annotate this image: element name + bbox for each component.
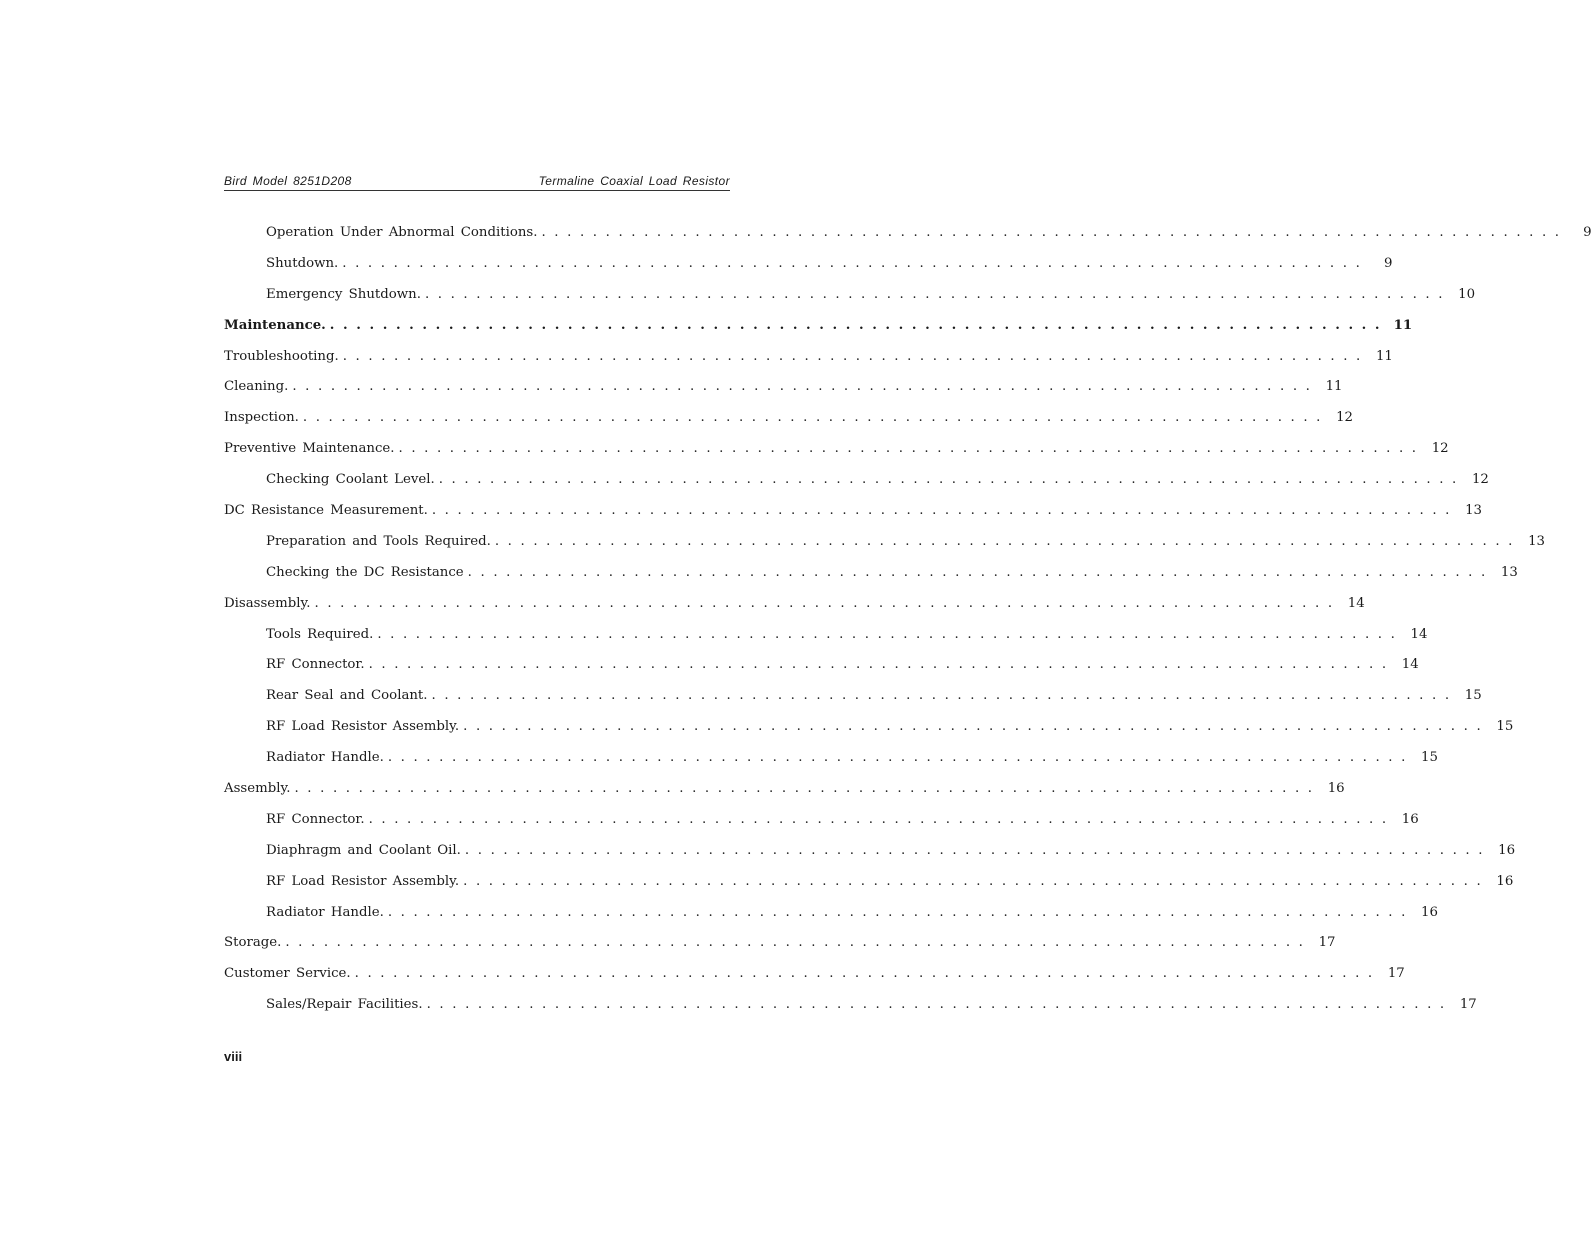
toc-dot-leader: ................................................................................ — [494, 533, 1521, 549]
toc-entry[interactable] — [224, 872, 1514, 903]
toc-entry[interactable] — [224, 408, 1354, 439]
toc-dot-leader: ................................................................................ — [431, 688, 1458, 704]
toc-dot-leader: ................................................................................ — [292, 379, 1319, 395]
toc-entry[interactable] — [224, 810, 1419, 841]
toc-entry-title: Tools Required. — [266, 625, 377, 645]
toc-entry-page: 16 — [1491, 841, 1515, 861]
toc-entry-page: 11 — [1369, 347, 1393, 367]
toc-dot-leader: ................................................................................ — [302, 410, 1330, 426]
toc-entry-title: Radiator Handle. — [266, 903, 388, 923]
toc-entry[interactable] — [224, 470, 1489, 501]
toc-entry[interactable] — [224, 748, 1438, 779]
toc-entry-title: Preventive Maintenance. — [224, 439, 399, 459]
toc-entry-page: 17 — [1453, 995, 1477, 1015]
toc-entry-title: Customer Service. — [224, 964, 355, 984]
header-product-model: Bird Model 8251D208 — [224, 174, 352, 188]
toc-entry-page: 13 — [1521, 532, 1545, 552]
toc-dot-leader: ................................................................................ — [342, 255, 1369, 271]
toc-dot-leader: ................................................................................ — [354, 966, 1381, 982]
toc-entry[interactable] — [224, 223, 1592, 254]
toc-entry-title: RF Connector. — [266, 810, 369, 830]
toc-entry-page: 16 — [1395, 810, 1419, 830]
toc-entry[interactable] — [224, 655, 1419, 686]
toc-entry-title: Checking Coolant Level. — [266, 470, 439, 490]
toc-entry[interactable] — [224, 779, 1345, 810]
toc-entry-title: Checking the DC Resistance — [266, 563, 468, 583]
toc-entry[interactable] — [224, 903, 1438, 934]
toc-entry[interactable] — [224, 625, 1428, 656]
toc-dot-leader: ................................................................................ — [368, 657, 1395, 673]
toc-dot-leader: ................................................................................ — [387, 750, 1414, 766]
toc-entry-page: 10 — [1451, 285, 1475, 305]
toc-entry[interactable] — [224, 995, 1477, 1026]
toc-entry-title: Inspection. — [224, 408, 303, 428]
toc-dot-leader: ................................................................................ — [463, 873, 1490, 889]
toc-entry[interactable] — [224, 594, 1365, 625]
toc-entry-title: DC Resistance Measurement. — [224, 501, 432, 521]
toc-entry-page: 15 — [1414, 748, 1438, 768]
toc-entry-page: 12 — [1329, 408, 1353, 428]
toc-dot-leader: ................................................................................ — [329, 317, 1389, 333]
toc-entry[interactable] — [224, 439, 1449, 470]
toc-dot-leader: ................................................................................ — [398, 441, 1425, 457]
table-of-contents — [224, 223, 1592, 1026]
toc-entry-page: 15 — [1458, 686, 1482, 706]
toc-entry-title: Preparation and Tools Required. — [266, 532, 495, 552]
toc-entry-title: Cleaning. — [224, 377, 292, 397]
toc-entry-page: 13 — [1494, 563, 1518, 583]
toc-entry-title: Troubleshooting. — [224, 347, 343, 367]
toc-entry-page: 12 — [1425, 439, 1449, 459]
toc-entry-page: 12 — [1465, 470, 1489, 490]
toc-entry[interactable] — [224, 841, 1516, 872]
toc-entry-page: 11 — [1318, 377, 1342, 397]
toc-dot-leader: ................................................................................ — [463, 719, 1490, 735]
toc-entry-title: Maintenance. — [224, 316, 330, 336]
toc-entry-page: 16 — [1321, 779, 1345, 799]
toc-entry[interactable] — [224, 532, 1545, 563]
toc-entry-title: Radiator Handle. — [266, 748, 388, 768]
toc-entry-page: 13 — [1458, 501, 1482, 521]
toc-entry[interactable] — [224, 964, 1405, 995]
toc-entry-title: Storage. — [224, 933, 285, 953]
toc-entry-page: 9 — [1568, 223, 1592, 243]
toc-dot-leader: ................................................................................ — [541, 225, 1568, 240]
toc-dot-leader: ................................................................................ — [314, 595, 1341, 611]
toc-entry-page: 11 — [1388, 316, 1412, 336]
toc-dot-leader: ................................................................................ — [467, 564, 1494, 580]
toc-entry-title: Rear Seal and Coolant. — [266, 686, 432, 706]
toc-entry-page: 14 — [1395, 655, 1419, 675]
toc-dot-leader: ................................................................................ — [387, 904, 1414, 920]
toc-dot-leader: ................................................................................ — [368, 811, 1395, 827]
toc-entry-page: 16 — [1414, 903, 1438, 923]
toc-entry-page: 16 — [1489, 872, 1513, 892]
toc-dot-leader: ................................................................................ — [464, 842, 1492, 858]
toc-entry-page: 15 — [1489, 717, 1513, 737]
toc-entry[interactable] — [224, 316, 1413, 347]
toc-entry[interactable] — [224, 717, 1514, 748]
toc-dot-leader: ................................................................................ — [438, 472, 1465, 488]
toc-entry-title: Assembly. — [224, 779, 294, 799]
toc-entry[interactable] — [224, 377, 1343, 408]
toc-entry-page: 17 — [1312, 933, 1336, 953]
toc-dot-leader: ................................................................................ — [342, 348, 1369, 364]
toc-entry-title: Operation Under Abnormal Conditions. — [266, 223, 541, 243]
toc-entry-title: Disassembly. — [224, 594, 315, 614]
toc-entry-title: Sales/Repair Facilities. — [266, 995, 427, 1015]
toc-entry-title: Diaphragm and Coolant Oil. — [266, 841, 465, 861]
running-header — [224, 174, 730, 191]
toc-entry-title: RF Load Resistor Assembly. — [266, 872, 463, 892]
toc-entry[interactable] — [224, 254, 1393, 285]
toc-entry[interactable] — [224, 686, 1482, 717]
toc-entry-page: 17 — [1381, 964, 1405, 984]
toc-dot-leader: ................................................................................ — [426, 997, 1453, 1013]
toc-entry[interactable] — [224, 347, 1393, 378]
toc-entry-title: RF Load Resistor Assembly. — [266, 717, 463, 737]
toc-entry[interactable] — [224, 933, 1336, 964]
toc-entry-page: 9 — [1368, 254, 1392, 274]
header-document-title: Termaline Coaxial Load Resistor — [538, 174, 730, 188]
toc-entry-page: 14 — [1341, 594, 1365, 614]
toc-entry[interactable] — [224, 501, 1482, 532]
toc-dot-leader: ................................................................................ — [294, 781, 1321, 797]
toc-dot-leader: ................................................................................ — [377, 626, 1404, 642]
toc-dot-leader: ................................................................................ — [431, 503, 1458, 519]
toc-entry-title: Shutdown. — [266, 254, 342, 274]
toc-dot-leader: ................................................................................ — [424, 286, 1452, 302]
toc-entry[interactable] — [224, 563, 1518, 594]
toc-entry-title: RF Connector. — [266, 655, 369, 675]
page-number: viii — [224, 1049, 243, 1064]
toc-entry[interactable] — [224, 285, 1476, 316]
toc-entry-page: 14 — [1403, 625, 1427, 645]
toc-entry-title: Emergency Shutdown. — [266, 285, 425, 305]
toc-dot-leader: ................................................................................ — [285, 935, 1312, 951]
